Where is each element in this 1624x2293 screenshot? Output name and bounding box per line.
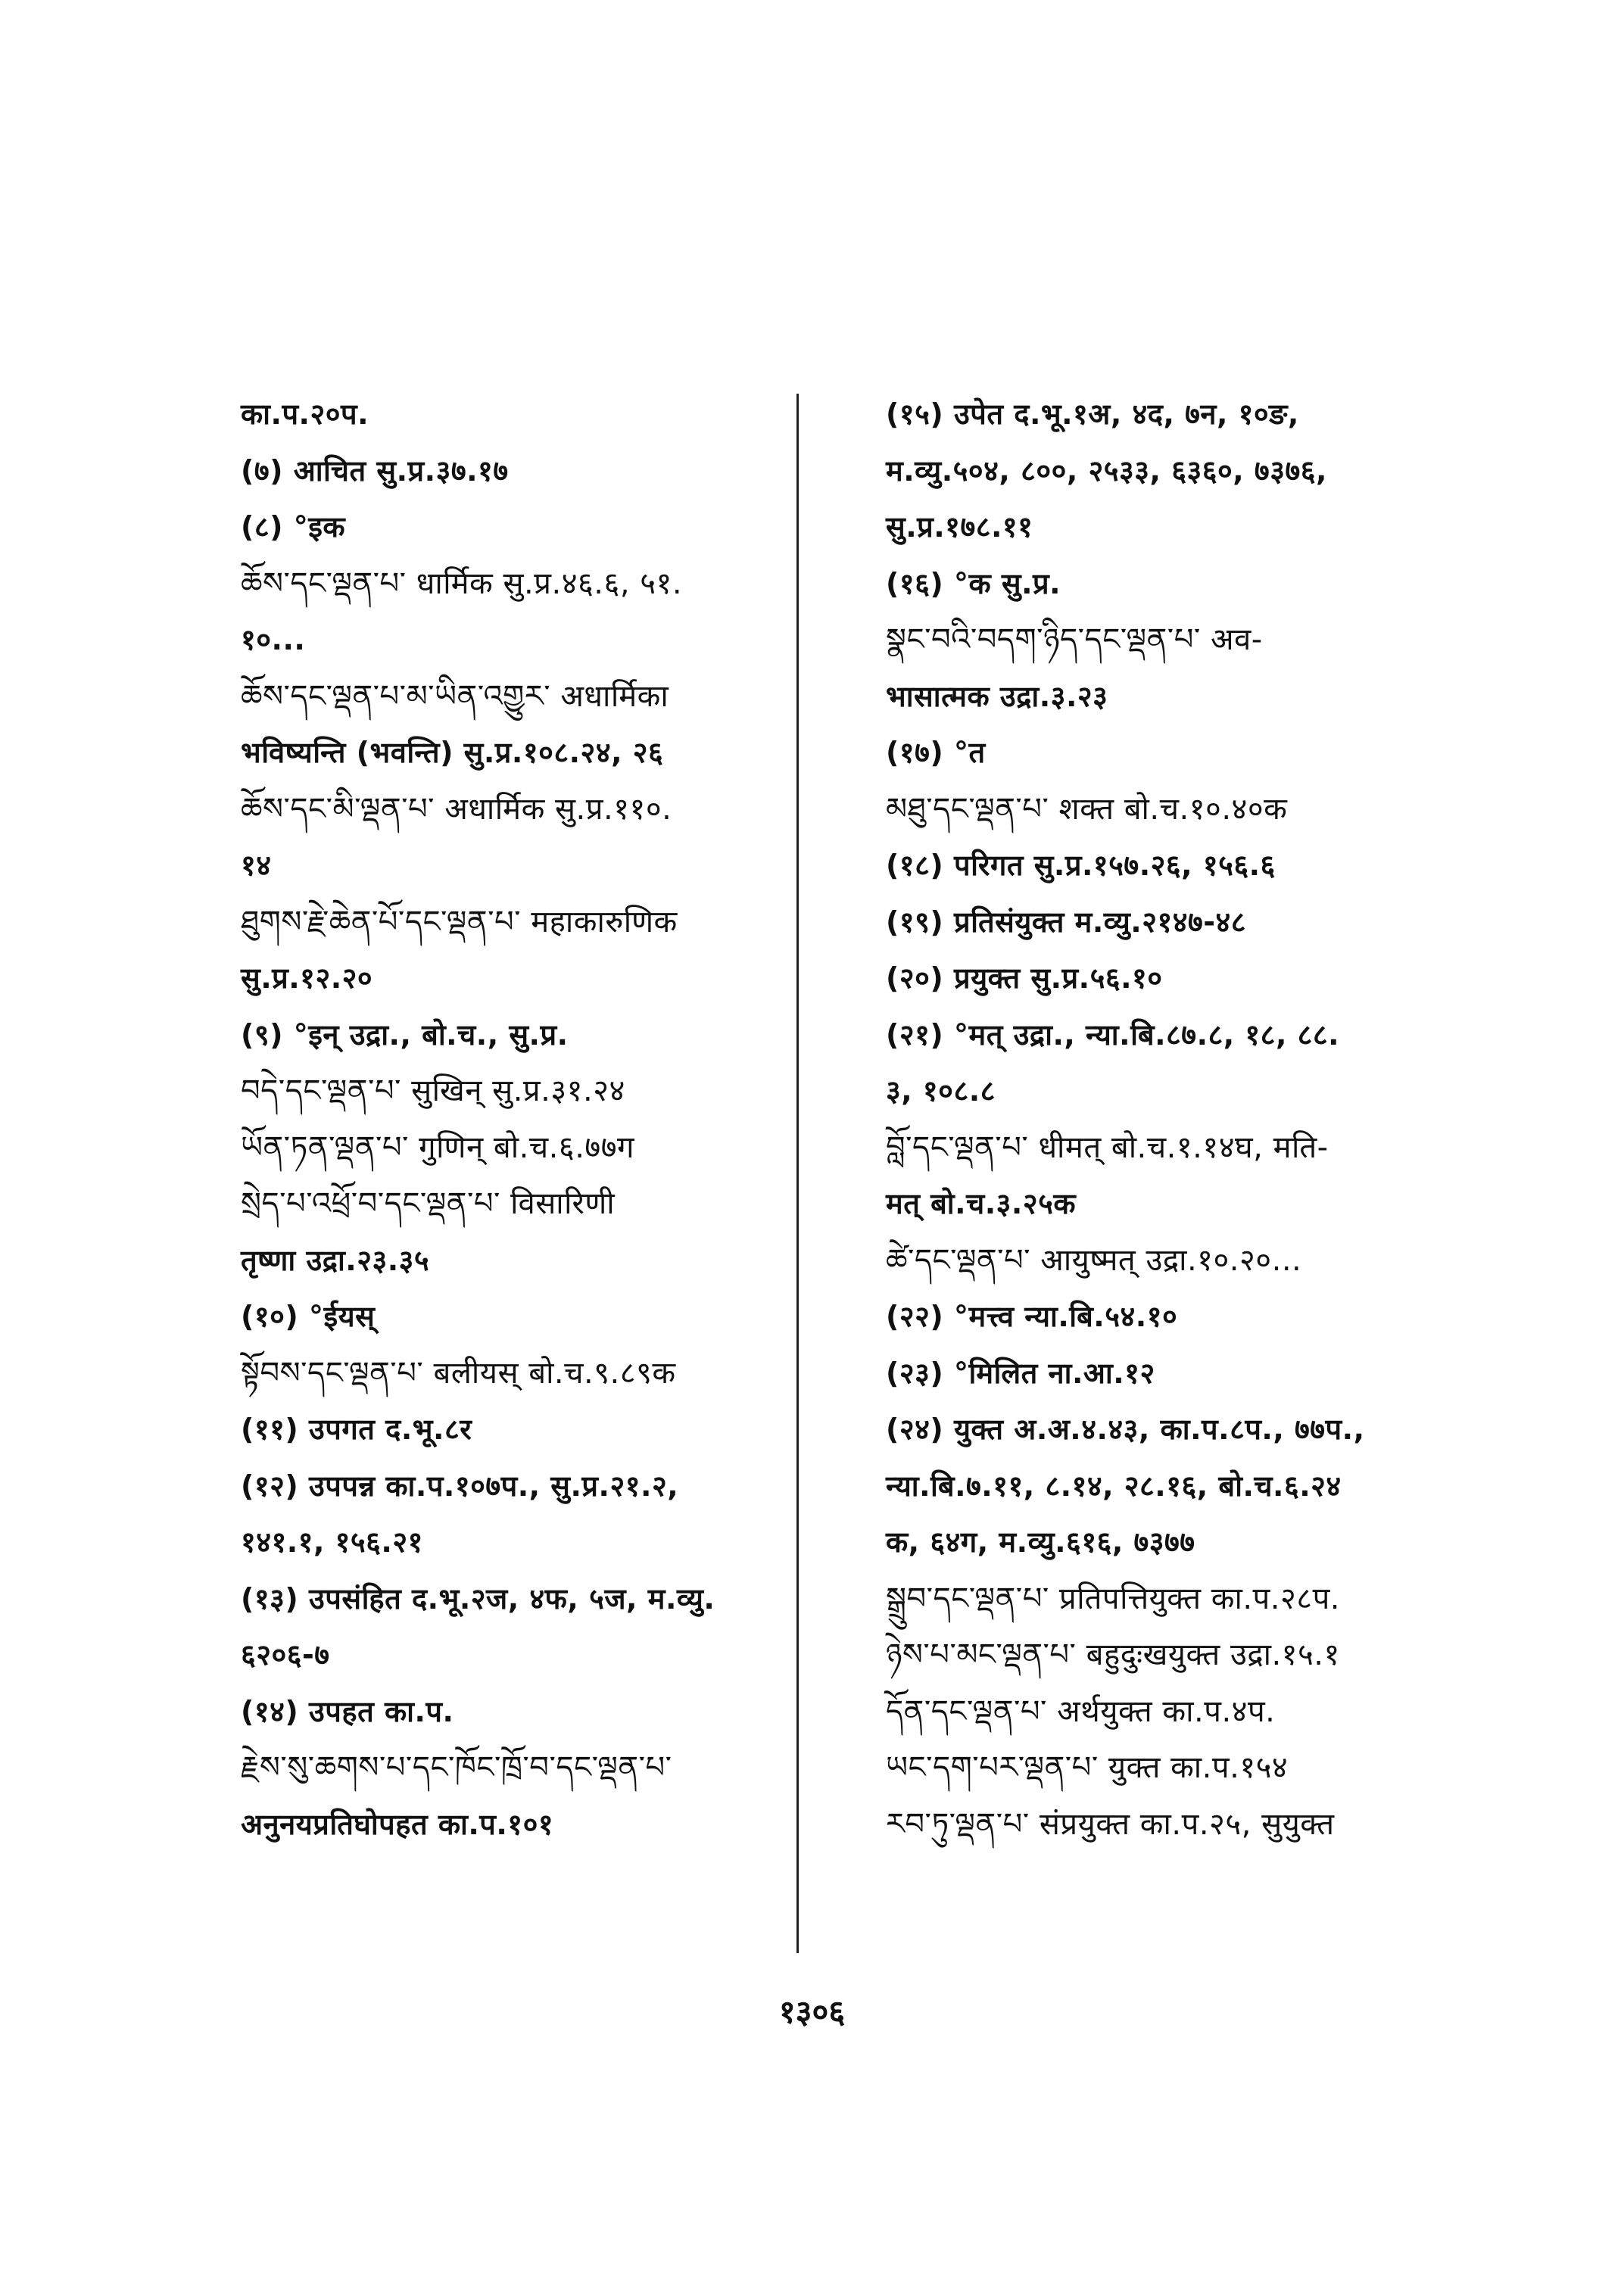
entry-line: (२४) युक्त अ.अ.४.४३, का.प.८प., ७७प., — [886, 1413, 1365, 1446]
entry-line: ६२०६-७ — [241, 1638, 330, 1671]
entry-line: (१३) उपसंहित द.भू.२ज, ४फ, ५ज, म.व्यु. — [241, 1581, 715, 1615]
entry-line: སྟོབས་དང་ལྡན་པ་ बलीयस् बो.च.९.८९क — [241, 1355, 676, 1391]
entry-line: (१७) °त — [886, 736, 986, 769]
entry-line: (७) आचित सु.प्र.३७.१७ — [241, 453, 509, 488]
entry-line: (१५) उपेत द.भू.१अ, ४द, ७न, १०ङ, — [886, 397, 1299, 431]
entry-line: भविष्यन्ति (भवन्ति) सु.प्र.१०८.२४, २६ — [241, 736, 664, 769]
entry-line: (१८) परिगत सु.प्र.१५७.२६, १५६.६ — [886, 849, 1276, 882]
entry-line: क, ६४ग, म.व्यु.६१६, ७३७७ — [886, 1525, 1195, 1559]
entry-line: (२२) °मत्त्व न्या.बि.५४.१० — [886, 1300, 1178, 1333]
entry-line: ཆོས་དང་ལྡན་པ་ धार्मिक सु.प्र.४६.६, ५१. — [241, 565, 683, 601]
entry-line: तृष्णा उद्रा.२३.३५ — [241, 1243, 430, 1277]
entry-line: (१९) प्रतिसंयुक्त म.व्यु.२१४७-४८ — [886, 905, 1247, 939]
entry-line: (२३) °मिलित ना.आ.१२ — [886, 1356, 1155, 1390]
entry-line: བློ་དང་ལྡན་པ་ धीमत् बो.च.१.१४घ, मति- — [886, 1129, 1329, 1165]
entry-line: १४ — [241, 849, 272, 882]
entry-line: (११) उपगत द.भू.८र — [241, 1413, 472, 1446]
entry-line: ཆོས་དང་ལྡན་པ་མ་ཡིན་འགྱུར་ अधार्मिका — [241, 678, 669, 714]
entry-line: सु.प्र.१७८.११ — [886, 510, 1033, 544]
entry-line: न्या.बि.७.११, ८.१४, २८.१६, बो.च.६.२४ — [886, 1469, 1342, 1503]
entry-line: अनुनयप्रतिघोपहत का.प.१०१ — [241, 1807, 554, 1841]
entry-line: (१४) उपहत का.प. — [241, 1694, 454, 1728]
entry-line: རྗེས་སུ་ཆགས་པ་དང་ཁོང་ཁྲོ་བ་དང་ལྡན་པ་ — [241, 1750, 672, 1785]
entry-line: རབ་ཏུ་ལྡན་པ་ संप्रयुक्त का.प.२५, सुयुक्त — [886, 1806, 1335, 1842]
entry-line: ३, १०८.८ — [886, 1074, 996, 1108]
entry-line: སྲེད་པ་འཕྲོ་བ་དང་ལྡན་པ་ विसारिणी — [241, 1186, 616, 1221]
entry-line: म.व्यु.५०४, ८००, २५३३, ६३६०, ७३७६, — [886, 453, 1327, 488]
entry-line: སྣང་བའི་བདག་ཉིད་དང་ལྡན་པ་ अव- — [886, 622, 1263, 657]
entry-line: དོན་དང་ལྡན་པ་ अर्थयुक्त का.प.४प. — [886, 1693, 1276, 1729]
entry-line: ཡང་དག་པར་ལྡན་པ་ युक्त का.प.१५४ — [886, 1750, 1289, 1785]
entry-line: का.प.२०प. — [241, 397, 369, 431]
entry-line: སྒྲུབ་དང་ལྡན་པ་ प्रतिपत्तियुक्त का.प.२८प. — [886, 1581, 1341, 1616]
entry-line: ཆོས་དང་མི་ལྡན་པ་ अधार्मिक सु.प्र.११०. — [241, 791, 672, 827]
entry-line: (१२) उपपन्न का.प.१०७प., सु.प्र.२१.२, — [241, 1469, 679, 1503]
entry-line: १०... — [241, 623, 306, 656]
entry-line: भासात्मक उद्रा.३.२३ — [886, 679, 1108, 713]
right-column — [886, 386, 1446, 1852]
entry-line: (९) °इन् उद्रा., बो.च., सु.प्र. — [241, 1017, 569, 1051]
entry-line: ཡོན་ཏན་ལྡན་པ་ गुणिन् बो.च.६.७७ग — [241, 1129, 635, 1165]
entry-line: १४१.१, १५६.२१ — [241, 1525, 423, 1559]
column-divider — [796, 394, 799, 1953]
entry-line: བདེ་དང་ལྡན་པ་ सुखिन् सु.प्र.३१.२४ — [241, 1073, 625, 1108]
entry-line: (१६) °क सु.प्र. — [886, 566, 1061, 600]
left-column — [241, 386, 801, 1852]
page-number: १३०६ — [778, 1993, 846, 2030]
entry-line: ཐུགས་རྗེ་ཆེན་པོ་དང་ལྡན་པ་ महाकारुणिक — [241, 904, 678, 939]
entry-line: ཉེས་པ་མང་ལྡན་པ་ बहुदुःखयुक्त उद्रा.१५.१ — [886, 1637, 1340, 1672]
entry-line: सु.प्र.१२.२० — [241, 961, 373, 995]
entry-line: मत् बो.च.३.२५क — [886, 1187, 1077, 1220]
entry-line: (२१) °मत् उद्रा., न्या.बि.८७.८, १८, ८८. — [886, 1017, 1340, 1051]
entry-line: (१०) °ईयस् — [241, 1300, 376, 1333]
entry-line: ཚེ་དང་ལྡན་པ་ आयुष्मत् उद्रा.१०.२०... — [886, 1242, 1302, 1278]
entry-line: མཐུ་དང་ལྡན་པ་ शक्त बो.च.१०.४०क — [886, 791, 1288, 827]
entry-line: (२०) प्रयुक्त सु.प्र.५६.१० — [886, 961, 1163, 995]
entry-line: (८) °इक — [241, 510, 346, 544]
